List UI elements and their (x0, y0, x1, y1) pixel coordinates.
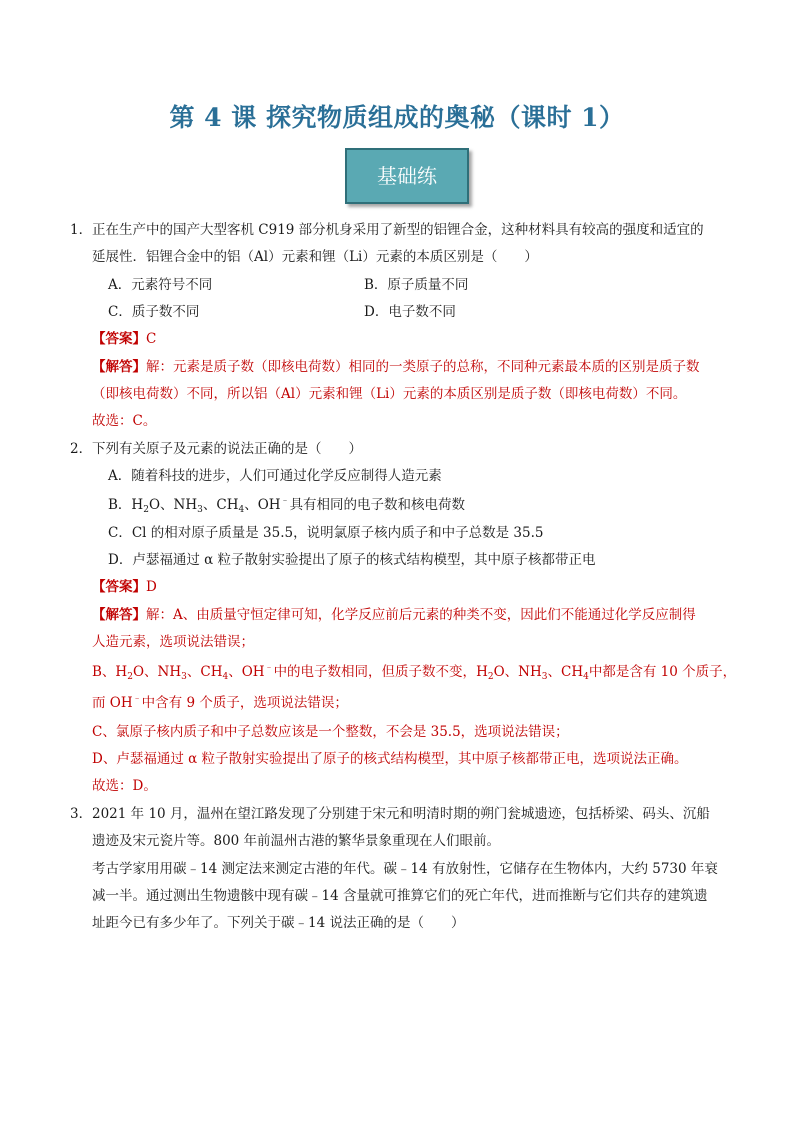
q2-analysis-line2: 人造元素，选项说法错误； (92, 634, 254, 650)
q1-stem-line2: 延展性．铝锂合金中的铝（Al）元素和锂（Li）元素的本质区别是（ ） (92, 249, 538, 265)
q3-line2: 遗迹及宋元瓷片等。800 年前温州古港的繁华景象重现在人们眼前。 (92, 833, 501, 849)
q2-analysis-b2: 而 OH﹣中含有 9 个质子，选项说法错误； (92, 694, 348, 711)
q1-answer-tag: 【答案】 (92, 331, 146, 347)
q2-answer-row (92, 576, 157, 598)
formula-nh3: $NH_3$ (173, 497, 203, 515)
formula-ch4: $CH_4$ (216, 497, 245, 515)
q1-conclusion: 故选：C。 (92, 413, 157, 429)
q2-answer-tag: 【答案】 (92, 579, 146, 595)
q2-option-b: B．$H_2O$、$NH_3$、$CH_4$、OH﹣具有相同的电子数和核电荷数 (108, 496, 466, 515)
q1-option-a: A．元素符号不同 (108, 277, 213, 293)
formula-oh-ion: OH﹣ (257, 496, 290, 513)
q2-analysis-line1 (92, 604, 696, 626)
q2-stem: 下列有关原子及元素的说法正确的是（ ） (92, 441, 362, 457)
q2-number: 2． (70, 441, 93, 457)
q1-analysis-line2: （即核电荷数）不同，所以铝（Al）元素和锂（Li）元素的本质区别是质子数（即核电荷数）不同。 (92, 386, 687, 402)
q1-analysis-tag: 【解答】 (92, 359, 146, 375)
formula-h2o: $H_2O$ (131, 497, 161, 515)
q1-option-b: B．原子质量不同 (364, 277, 469, 293)
q3-number: 3． (70, 806, 93, 822)
q1-stem-line1: 正在生产中的国产大型客机 C919 部分机身采用了新型的铝锂合金，这种材料具有较高的强度和适宜的 (92, 222, 704, 238)
q2-analysis-c: C、氯原子核内质子和中子总数应该是一个整数，不会是 35.5，选项说法错误； (92, 724, 569, 740)
q3-line1: 2021 年 10 月，温州在望江路发现了分别建于宋元和明清时期的朔门瓮城遗迹，包括桥梁、码头、沉船 (92, 806, 710, 822)
q1-number: 1． (70, 222, 93, 238)
q2-answer: D (146, 579, 157, 595)
q2-conclusion: 故选：D。 (92, 778, 157, 794)
q3-line5: 址距今已有多少年了。下列关于碳﹣14 说法正确的是（ ） (92, 915, 465, 931)
q3-line4: 减一半。通过测出生物遗骸中现有碳﹣14 含量就可推算它们的死亡年代，进而推断与它们共存的建筑遗 (92, 888, 708, 904)
q2-analysis-text1: 解：A、由质量守恒定律可知，化学反应前后元素的种类不变，因此们不能通过化学反应制得 (146, 607, 696, 623)
q1-analysis-text1: 解：元素是质子数（即核电荷数）相同的一类原子的总称，不同种元素最本质的区别是质子数 (146, 359, 700, 375)
q2-option-d: D．卢瑟福通过 α 粒子散射实验提出了原子的核式结构模型，其中原子核都带正电 (108, 552, 596, 568)
q1-option-c: C．质子数不同 (108, 304, 200, 320)
q2-option-b-suffix: 具有相同的电子数和核电荷数 (289, 497, 466, 513)
q2-option-c: C．Cl 的相对原子质量是 35.5，说明氯原子核内质子和中子总数是 35.5 (108, 525, 544, 541)
q2-analysis-b: B、$H_2O$、$NH_3$、$CH_4$、OH﹣中的电子数相同，但质子数不变，$H_2O$、$NH_3$、$CH_4$中都是含有 10 个质子， (92, 663, 737, 682)
q2-option-a: A．随着科技的进步，人们可通过化学反应制得人造元素 (108, 468, 442, 484)
q1-answer-row (92, 328, 156, 350)
page-title: 第 4 课 探究物质组成的奥秘（课时 1） (169, 103, 625, 132)
q1-analysis-line1 (92, 356, 700, 378)
q2-option-b-prefix: B． (108, 497, 132, 513)
q3-line3: 考古学家用用碳﹣14 测定法来测定古港的年代。碳﹣14 有放射性，它储存在生物体内，大约 5730 年衰 (92, 861, 718, 877)
q2-analysis-d: D、卢瑟福通过 α 粒子散射实验提出了原子的核式结构模型，其中原子核都带正电，选项说法正确。 (92, 751, 688, 767)
q1-option-d: D．电子数不同 (364, 304, 456, 320)
q2-analysis-tag: 【解答】 (92, 607, 146, 623)
section-badge: 基础练 (345, 148, 469, 204)
q1-answer: C (146, 331, 157, 347)
